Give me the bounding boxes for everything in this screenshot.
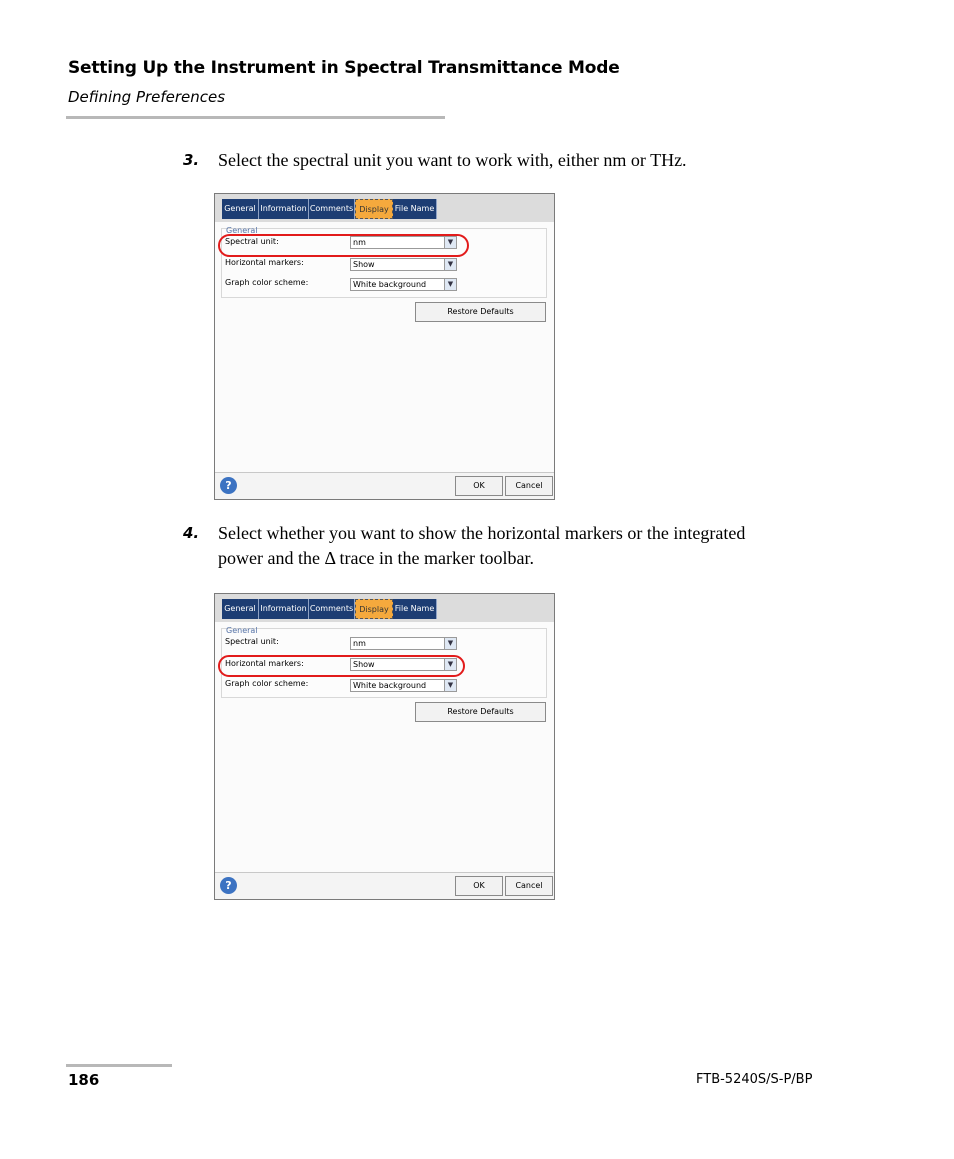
ok-button[interactable]: OK (455, 876, 503, 896)
step-text: Select whether you want to show the horizontal markers or the integrated power and the Δ trace in the marker toolbar. (218, 523, 746, 568)
restore-defaults-button[interactable]: Restore Defaults (415, 302, 546, 322)
spectral-unit-select[interactable] (350, 637, 457, 650)
select-value: Show (353, 660, 375, 669)
tab-display[interactable]: Display (355, 599, 393, 619)
help-icon[interactable]: ? (220, 477, 237, 494)
dialog-footer (215, 872, 554, 899)
tab-bar (215, 194, 554, 222)
horizontal-markers-select[interactable] (350, 258, 457, 271)
select-value: nm (353, 639, 366, 648)
tab-display[interactable]: Display (355, 199, 393, 219)
tab-file-name[interactable]: File Name (393, 199, 437, 219)
select-value: Show (353, 260, 375, 269)
chevron-down-icon[interactable]: ▼ (444, 237, 456, 248)
chevron-down-icon[interactable]: ▼ (444, 680, 456, 691)
chevron-down-icon[interactable]: ▼ (444, 279, 456, 290)
highlight-oval (218, 655, 465, 677)
spectral-unit-label: Spectral unit: (225, 237, 279, 246)
highlight-oval (218, 234, 469, 257)
cancel-button[interactable]: Cancel (505, 476, 553, 496)
select-value: White background (353, 280, 427, 289)
document-id: FTB-5240S/S-P/BP (696, 1072, 813, 1087)
horizontal-markers-label: Horizontal markers: (225, 258, 304, 267)
chevron-down-icon[interactable]: ▼ (444, 659, 456, 670)
cancel-button[interactable]: Cancel (505, 876, 553, 896)
graph-color-scheme-label: Graph color scheme: (225, 278, 309, 287)
tab-file-name[interactable]: File Name (393, 599, 437, 619)
group-label: General (226, 626, 258, 635)
spectral-unit-label: Spectral unit: (225, 637, 279, 646)
preferences-dialog-1 (214, 193, 555, 500)
page-title: Setting Up the Instrument in Spectral Transmittance Mode (68, 58, 620, 78)
dialog-footer (215, 472, 554, 499)
graph-color-scheme-select[interactable] (350, 679, 457, 692)
restore-defaults-button[interactable]: Restore Defaults (415, 702, 546, 722)
tab-general[interactable]: General (222, 199, 259, 219)
footer-rule (66, 1064, 172, 1067)
step-number: 4. (183, 524, 200, 542)
page-subtitle: Defining Preferences (68, 88, 226, 106)
graph-color-scheme-select[interactable] (350, 278, 457, 291)
select-value: White background (353, 681, 427, 690)
help-icon[interactable]: ? (220, 877, 237, 894)
step-text: Select the spectral unit you want to work with, either nm or THz. (218, 150, 687, 170)
tab-comments[interactable]: Comments (309, 599, 355, 619)
tab-information[interactable]: Information (259, 599, 309, 619)
step-number: 3. (183, 151, 200, 169)
chevron-down-icon[interactable]: ▼ (444, 638, 456, 649)
chevron-down-icon[interactable]: ▼ (444, 259, 456, 270)
preferences-dialog-2 (214, 593, 555, 900)
tab-bar (215, 594, 554, 622)
tab-general[interactable]: General (222, 599, 259, 619)
page-number: 186 (68, 1071, 100, 1089)
header-rule (66, 116, 445, 119)
group-label: General (226, 226, 258, 235)
select-value: nm (353, 238, 366, 247)
tab-information[interactable]: Information (259, 199, 309, 219)
ok-button[interactable]: OK (455, 476, 503, 496)
graph-color-scheme-label: Graph color scheme: (225, 679, 309, 688)
tab-comments[interactable]: Comments (309, 199, 355, 219)
horizontal-markers-label: Horizontal markers: (225, 659, 304, 668)
